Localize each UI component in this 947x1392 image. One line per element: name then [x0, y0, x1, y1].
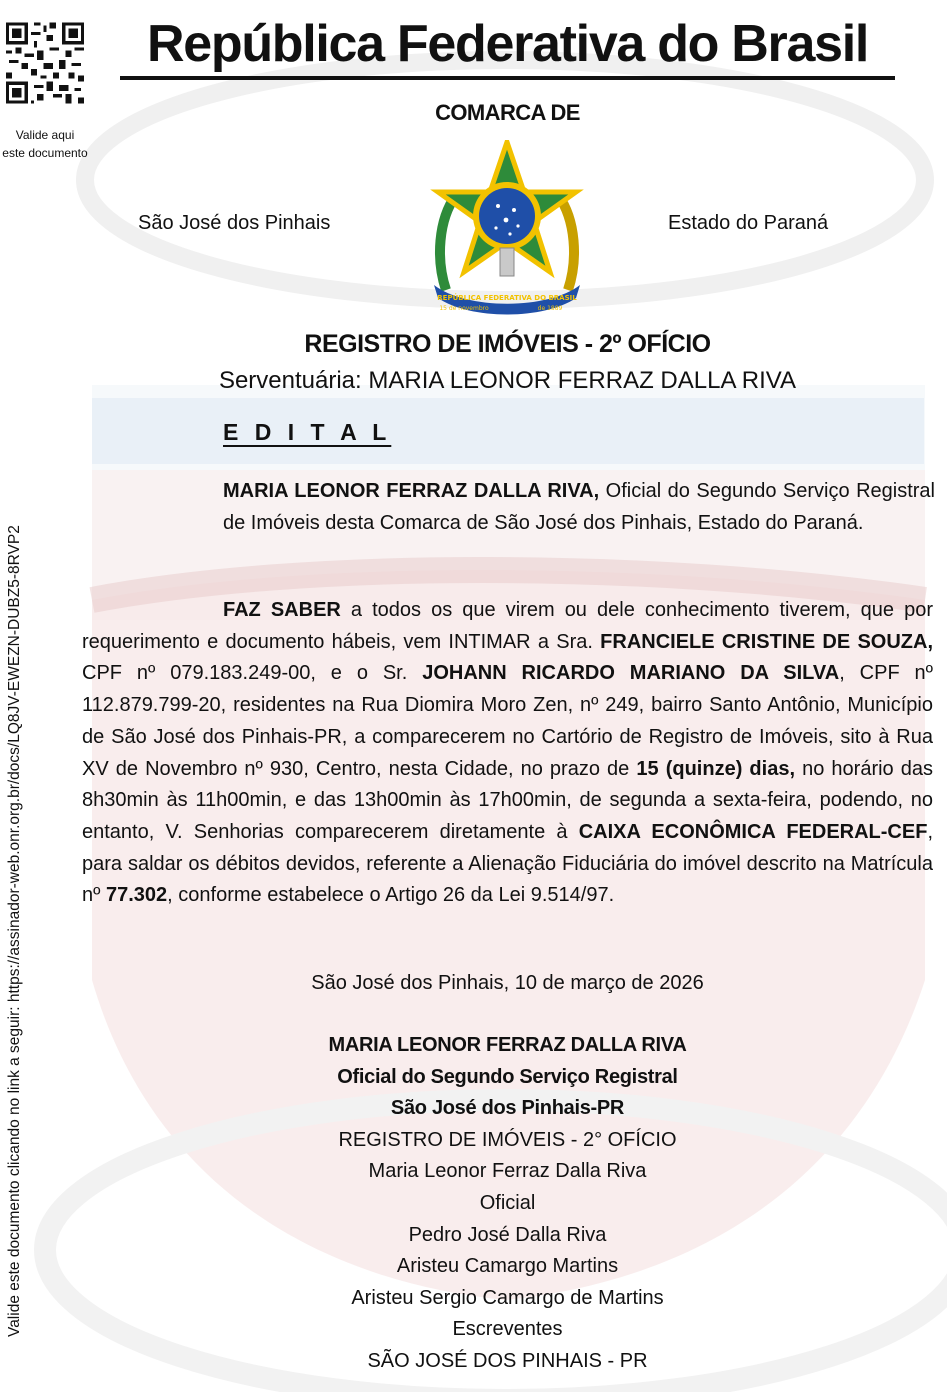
notice-text-d: no horário das 8h30min às 11h00min, e das 13h00min às 17h00min, de segunda a sexta-feira, podendo, no entanto, V. Senhorias comparecerem diretamente à [82, 757, 933, 843]
signature-line: Maria Leonor Ferraz Dalla Riva [368, 1160, 647, 1183]
qr-validate-line1: Valide aqui [15, 128, 75, 142]
faz-saber: FAZ SABER [223, 599, 341, 621]
signature-bold-line: Oficial do Segundo Serviço Registral [337, 1065, 678, 1088]
debtor-name-1: FRANCIELE CRISTINE DE SOUZA, [600, 630, 934, 653]
notice-text-f: , conforme estabelece o Artigo 26 da Lei 9.514/97. [167, 884, 615, 907]
city-label: São José dos Pinhais [138, 212, 331, 234]
comarca-heading: COMARCA DE [435, 100, 580, 125]
signature-block [0, 1030, 947, 1378]
signature-line: Escreventes [452, 1318, 563, 1341]
signature-line: Aristeu Camargo Martins [396, 1255, 619, 1278]
coat-of-arms-icon [426, 140, 588, 316]
intro-text: Oficial do Segundo Serviço Registral de Imóveis desta Comarca de São José dos Pinhais, Estado do Paraná. [223, 480, 935, 534]
signature-line: Aristeu Sergio Camargo de Martins [351, 1286, 664, 1309]
notice-text-b: CPF nº 079.183.249-00, e o Sr. [82, 662, 423, 685]
intro-paragraph [223, 476, 935, 539]
signature-bold-line: São José dos Pinhais-PR [390, 1097, 625, 1120]
signature-line: Oficial [479, 1191, 536, 1214]
signature-bold-line: MARIA LEONOR FERRAZ DALLA RIVA [328, 1034, 687, 1056]
edital-background-band [92, 398, 924, 464]
notice-paragraph [82, 595, 933, 912]
serventuaria-line: Serventuária: MARIA LEONOR FERRAZ DALLA RIVA [218, 367, 797, 394]
registry-office-title: REGISTRO DE IMÓVEIS - 2º OFÍCIO [304, 330, 711, 358]
qr-code-icon[interactable] [6, 22, 84, 104]
seal-date-right: de 1889 [537, 305, 563, 312]
edital-heading: E D I T A L [223, 419, 392, 445]
signature-line: SÃO JOSÉ DOS PINHAIS - PR [367, 1349, 648, 1372]
document-title: República Federativa do Brasil [120, 14, 895, 80]
vertical-validation-link[interactable]: Valide este documento clicando no link a seguir: https://assinador-web.onr.org.br/docs/LQ8JV-EWEZN-DUBZ5-8RVP2 [6, 525, 23, 1337]
bank-name: CAIXA ECONÔMICA FEDERAL-CEF [578, 820, 928, 843]
notice-text-a: a todos os que virem ou dele conhecimento tiverem, que por requerimento e documento hábeis, vem INTIMAR a Sra. [82, 599, 934, 653]
debtor-name-2: JOHANN RICARDO MARIANO DA SILVA [422, 662, 840, 685]
qr-validate-line2: este documento [2, 146, 88, 160]
notice-text-c: , CPF nº 112.879.799-20, residentes na Rua Diomira Moro Zen, nº 249, bairro Santo Antônio, Município de São José dos Pinhais-PR, a comparecerem no Cartório de Registro de Imóveis, sito à Rua XV de Novembro nº 930, Centro, nesta Cidade, no prazo de [82, 662, 933, 780]
seal-date-left: 15 de novembro [439, 305, 489, 312]
notice-text-e: , para saldar os débitos devidos, referente a Alienação Fiduciária do imóvel descrito na Matrícula nº [82, 820, 933, 907]
state-label: Estado do Paraná [668, 212, 829, 234]
signature-line: REGISTRO DE IMÓVEIS - 2° OFÍCIO [338, 1128, 677, 1151]
deadline: 15 (quinze) dias, [636, 757, 796, 780]
date-line: São José dos Pinhais, 10 de março de 2026 [311, 972, 704, 994]
seal-ribbon-text: REPÚBLICA FEDERATIVA DO BRASIL [437, 294, 577, 302]
signature-line: Pedro José Dalla Riva [408, 1223, 607, 1246]
qr-validate-label [0, 126, 90, 162]
intro-official-name: MARIA LEONOR FERRAZ DALLA RIVA, [223, 480, 600, 502]
matricula-number: 77.302 [105, 884, 168, 907]
